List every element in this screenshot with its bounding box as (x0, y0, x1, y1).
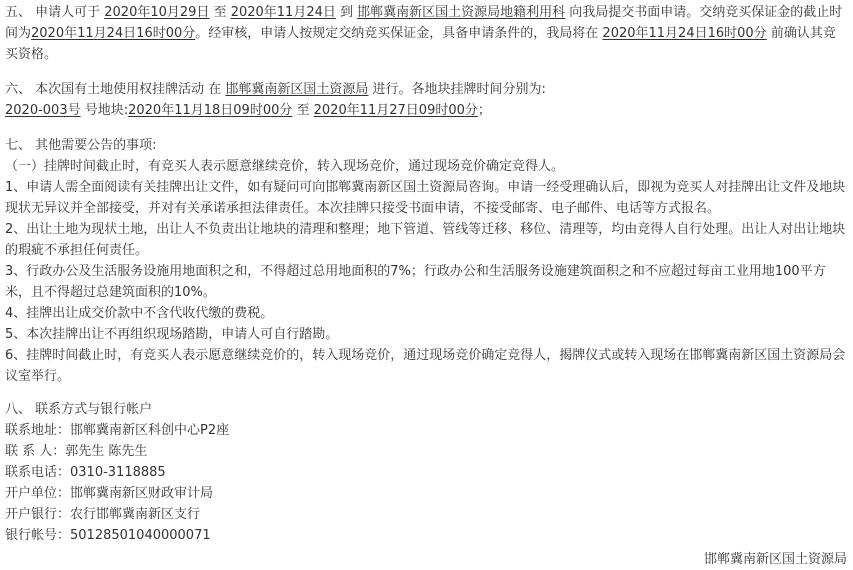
sec7-item-3: 3、行政办公及生活服务设施用地面积之和，不得超过总用地面积的7%；行政办公和生活服务设施建筑面积之和不应超过每亩工业用地100平方米，且不得超过总建筑面积的10%。 (5, 264, 826, 300)
section-7-heading: 七、 其他需要公告的事项: (5, 138, 157, 153)
sec5-text-5: 。经审核，申请人按规定交纳竞买保证金，具备申请条件的，我局将在 (195, 26, 603, 41)
contact-person: 联 系 人：郭先生 陈先生 (5, 444, 148, 459)
issuer-signature: 邯郸冀南新区国土资源局 (703, 552, 847, 567)
sec7-item-1: 1、申请人需全面阅读有关挂牌出让文件，如有疑问可向邯郸冀南新区国土资源局咨询。申请一经受理确认后，即视为竞买人对挂牌出让文件及地块现状无异议并全部接受，并对有关承诺承担法律责任。本次挂牌只接受书面申请，不接受邮寄、电子邮件、电话等方式报名。 (5, 180, 846, 216)
sec5-confirm-time: 2020年11月24日16时00分 (602, 26, 767, 41)
account-bank: 开户银行：农行邯郸冀南新区支行 (5, 507, 201, 522)
sec7-item-0: （一）挂牌时间截止时，有竞买人表示愿意继续竞价，转入现场竞价，通过现场竞价确定竞得人。 (5, 159, 565, 174)
sec7-item-2: 2、出让土地为现状土地，出让人不负责出让地块的清理和整理；地下管道、管线等迁移、移位、清理等，均由竞得人自行处理。出让人对出让地块的瑕疵不承担任何责任。 (5, 222, 846, 258)
sec6-text-5: ； (477, 103, 491, 118)
account-unit: 开户单位：邯郸冀南新区财政审计局 (5, 486, 214, 501)
section-8-heading: 八、 联系方式与银行帐户 (5, 402, 153, 417)
sec6-listing-end: 2020年11月27日09时00分 (313, 103, 478, 118)
section-6-line-1 (5, 79, 848, 100)
section-6-line-2 (5, 100, 848, 121)
sec7-item-4: 4、挂牌出让成交价款中不含代收代缴的费税。 (5, 306, 274, 321)
sec5-place: 邯郸冀南新区国土资源局地籍利用科 (357, 5, 566, 20)
sec6-place: 邯郸冀南新区国土资源局 (225, 82, 369, 97)
sec7-item-6: 6、挂牌时间截止时，有竞买人表示愿意继续竞价的，转入现场竞价，通过现场竞价确定竞得人，揭牌仪式或转入现场在邯郸冀南新区国土资源局会议室举行。 (5, 348, 846, 384)
sec7-item-5: 5、本次挂牌出让不再组织现场踏勘，申请人可自行踏勘。 (5, 327, 339, 342)
sec6-text-1: 六、 本次国有土地使用权挂牌活动 在 (5, 82, 226, 97)
sec5-text-1: 五、 申请人可于 (5, 5, 105, 20)
sec6-parcel-number: 2020-003号 (5, 103, 81, 118)
sec6-listing-start: 2020年11月18日09时00分 (128, 103, 293, 118)
sec5-text-2: 至 (209, 5, 231, 20)
sec5-date-start: 2020年10月29日 (104, 5, 210, 20)
sec5-text-3: 到 (335, 5, 358, 20)
contact-address: 联系地址：邯郸冀南新区科创中心P2座 (5, 423, 230, 438)
account-number: 银行帐号：50128501040000071 (5, 528, 211, 543)
sec5-text-6: 前确认其竞买资格。 (5, 26, 836, 62)
sec6-text-3: 号地块: (80, 103, 129, 118)
sec5-deposit-deadline: 2020年11月24日16时00分 (31, 26, 196, 41)
announcement-document (5, 2, 848, 546)
sec5-text-4: 向我局提交书面申请。交纳竞买保证金的截止时间为 (5, 5, 843, 41)
sec5-date-end: 2020年11月24日 (230, 5, 336, 20)
sec6-text-4: 至 (292, 103, 314, 118)
sec6-text-2: 进行。各地块挂牌时间分别为: (368, 82, 546, 97)
section-5-paragraph (5, 2, 848, 65)
contact-phone: 联系电话：0310-3118885 (5, 465, 166, 480)
